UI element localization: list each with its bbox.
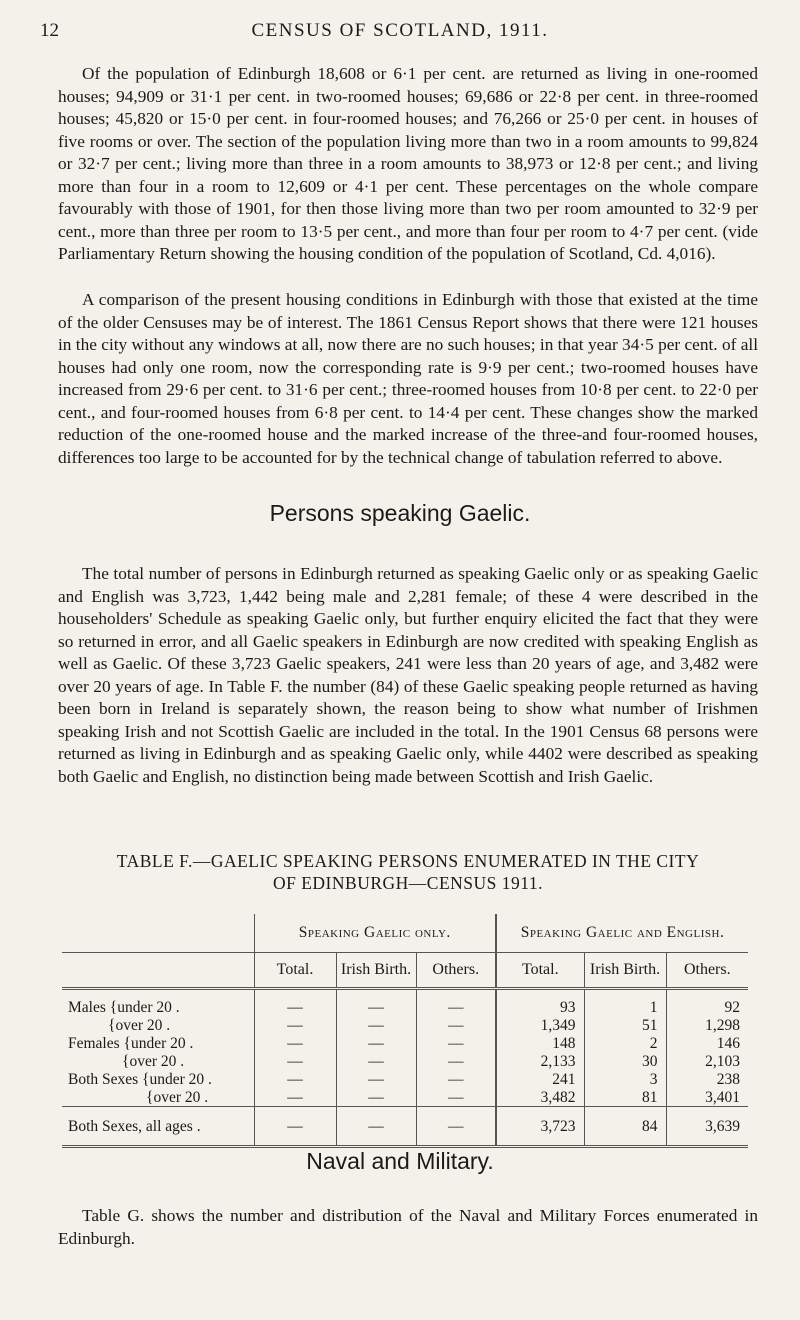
row-label: Both Sexes {under 20 . [68,1070,212,1088]
row-label: Females {under 20 . [68,1034,194,1052]
row-label: Both Sexes, all ages . [62,1107,254,1147]
cell-gaelic-others: — [416,989,496,1017]
cell-ge-irish: 30 [584,1052,666,1070]
cell-gaelic-total: — [254,1088,336,1107]
cell-ge-total: 3,723 [496,1107,584,1147]
row-label: Males {under 20 . [68,998,180,1016]
row-label-header [62,953,254,989]
cell-ge-others: 146 [666,1034,748,1052]
col-header-irish-birth: Irish Birth. [584,953,666,989]
row-label: {over 20 . [122,1052,185,1070]
cell-gaelic-total: — [254,1016,336,1034]
cell-gaelic-others: — [416,1070,496,1088]
paragraph-housing-population: Of the population of Edinburgh 18,608 or 6·1 per cent. are returned as living in one-roomed houses; 94,909 or 31·1 per cent. in two-roomed houses; 69,686 or 22·8 per cent. in three-roomed houses; 45,820 or 15·0 per cent. in four-roomed houses; and 76,266 or 25·0 per cent. in houses of five rooms or over. The section of the population living more than two in a room amounts to 99,824 or 32·7 per cent.; living more than three in a room amounts to 38,973 or 12·8 per cent.; and living more than four in a room to 12,609 or 4·1 per cent. These percentages on the whole compare favourably with those of 1901, for then those living more than two per room amounted to 32·9 per cent., more than three per room to 13·5 per cent., and more than four per room to 4·7 per cent. (vide Parliamentary Return showing the housing condition of the population of Scotland, Cd. 4,016). [58,64,758,263]
cell-gaelic-total: — [254,1052,336,1070]
table-total-row [62,1107,748,1147]
cell-ge-total: 1,349 [496,1016,584,1034]
cell-gaelic-others: — [416,1052,496,1070]
table-f-caption-line1: TABLE F.—GAELIC SPEAKING PERSONS ENUMERATED IN THE CITY [116,851,700,871]
cell-ge-total: 3,482 [496,1088,584,1107]
col-header-others: Others. [416,953,496,989]
table-row [62,1070,748,1088]
cell-ge-others: 2,103 [666,1052,748,1070]
cell-gaelic-irish: — [336,1016,416,1034]
table-row [62,1052,748,1070]
group-header-gaelic-english: Speaking Gaelic and English. [496,914,748,953]
col-header-irish-birth: Irish Birth. [336,953,416,989]
row-label: {over 20 . [146,1088,209,1106]
col-header-total: Total. [254,953,336,989]
cell-ge-others: 92 [666,989,748,1017]
cell-ge-total: 2,133 [496,1052,584,1070]
table-row [62,1034,748,1052]
table-f-caption-line2: OF EDINBURGH—CENSUS 1911. [272,873,543,893]
cell-gaelic-others: — [416,1034,496,1052]
cell-ge-others: 3,639 [666,1107,748,1147]
cell-gaelic-irish: — [336,989,416,1017]
page-header [40,20,760,50]
cell-ge-irish: 81 [584,1088,666,1107]
cell-gaelic-total: — [254,989,336,1017]
cell-ge-irish: 3 [584,1070,666,1088]
table-row [62,1088,748,1107]
cell-gaelic-irish: — [336,1107,416,1147]
paragraph-housing-comparison: A comparison of the present housing conditions in Edinburgh with those that existed at the time of the older Censuses may be of interest. The 1861 Census Report shows that there were 121 houses in the city without any windows at all, now there are no such houses; in that year 34·5 per cent. of all houses had only one room, now the corresponding rate is 9·9 per cent.; two-roomed houses have increased from 29·6 per cent. to 31·6 per cent.; three-roomed houses from 10·8 per cent. to 22·0 per cent., and four-roomed houses from 6·8 per cent. to 14·4 per cent. These changes show the marked reduction of the one-roomed house and the marked increase of the three-and four-roomed houses, differences too large to be accounted for by the technical change of tabulation referred to above. [58,290,758,467]
col-header-total: Total. [496,953,584,989]
table-row [62,989,748,1017]
cell-ge-others: 1,298 [666,1016,748,1034]
cell-gaelic-others: — [416,1107,496,1147]
cell-gaelic-total: — [254,1070,336,1088]
group-header-gaelic-only: Speaking Gaelic only. [254,914,496,953]
col-header-others: Others. [666,953,748,989]
cell-ge-total: 241 [496,1070,584,1088]
section-heading-gaelic: Persons speaking Gaelic. [269,500,531,526]
cell-gaelic-irish: — [336,1088,416,1107]
table-f [62,914,748,1152]
cell-ge-others: 238 [666,1070,748,1088]
cell-gaelic-irish: — [336,1034,416,1052]
paragraph-gaelic-speakers: The total number of persons in Edinburgh returned as speaking Gaelic only or as speaking Gaelic and English was 3,723, 1,442 being male and 2,281 female; of these 4 were described in the householders' Schedule as speaking Gaelic only, but further enquiry elicited the fact that they were so returned in error, and all Gaelic speakers in Edinburgh are now credited with speaking English as well as Gaelic. Of these 3,723 Gaelic speakers, 241 were less than 20 years of age, and 3,482 were over 20 years of age. In Table F. the number (84) of these Gaelic speaking people returned as having been born in Ireland is separately shown, the reason being to show what number of Irishmen speaking Irish and not Scottish Gaelic are included in the total. In the 1901 Census 68 persons were returned as living in Edinburgh and as speaking Gaelic only, while 4402 were described as speaking both Gaelic and English, no distinction being made between Scottish and Irish Gaelic. [58,564,758,786]
page-number: 12 [40,20,59,41]
cell-ge-others: 3,401 [666,1088,748,1107]
table-row [62,1016,748,1034]
section-heading-naval-military: Naval and Military. [306,1148,494,1174]
paragraph-naval-military: Table G. shows the number and distribution of the Naval and Military Forces enumerated in Edinburgh. [58,1206,758,1248]
cell-ge-irish: 84 [584,1107,666,1147]
cell-gaelic-total: — [254,1107,336,1147]
cell-ge-irish: 2 [584,1034,666,1052]
cell-gaelic-others: — [416,1088,496,1107]
cell-ge-total: 93 [496,989,584,1017]
row-label: {over 20 . [108,1016,171,1034]
table-corner-cell [62,914,254,953]
cell-ge-irish: 1 [584,989,666,1017]
cell-gaelic-irish: — [336,1070,416,1088]
cell-gaelic-irish: — [336,1052,416,1070]
cell-gaelic-others: — [416,1016,496,1034]
cell-ge-irish: 51 [584,1016,666,1034]
cell-ge-total: 148 [496,1034,584,1052]
cell-gaelic-total: — [254,1034,336,1052]
running-title: CENSUS OF SCOTLAND, 1911. [251,20,549,41]
table-f-caption [58,850,758,894]
